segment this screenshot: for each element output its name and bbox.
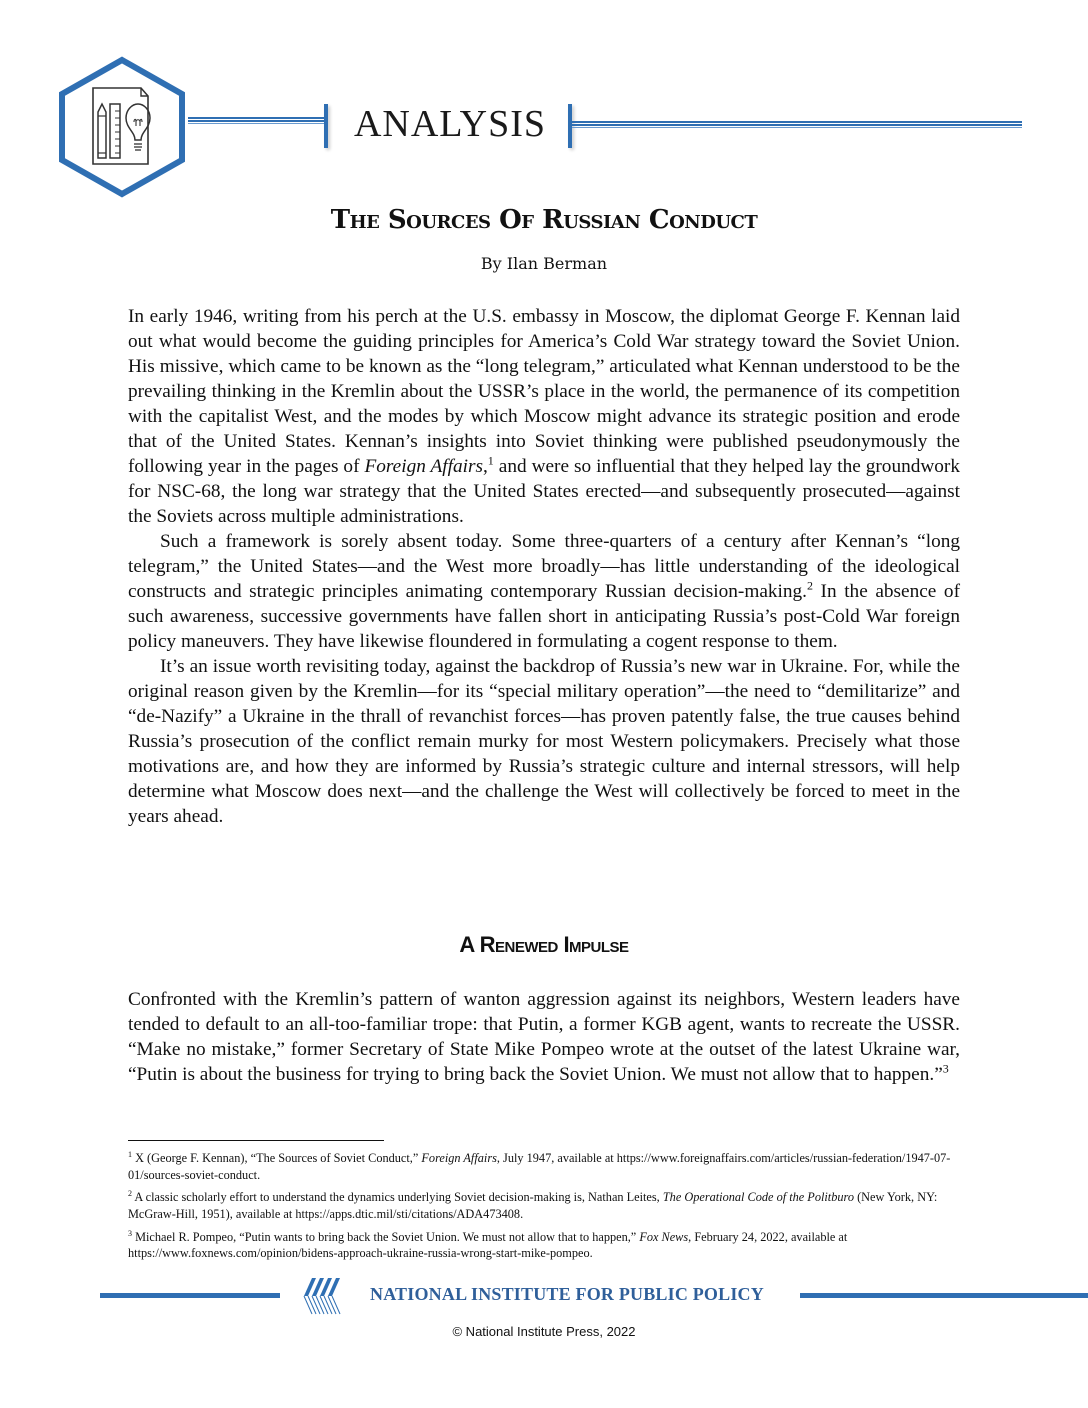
section-heading: A Renewed Impulse [459,932,629,957]
header-rule-left [188,117,328,125]
organization-name: NATIONAL INSTITUTE FOR PUBLIC POLICY [370,1284,764,1304]
footnote-link[interactable]: (New York, NY: McGraw-Hill, 1951), available at https://apps.dtic.mil/sti/citations/ADA473408. [128,1190,938,1221]
article-byline: By Ilan Berman [480,254,608,273]
section-label: ANALYSIS [353,103,547,145]
footnote-3: $^3$ Michael R. Pompeo, “Putin wants to bring back the Soviet Union. We must not allow that to happen,” Fox News, February 24, 2022, available at https://www.foxnews.com/opinion/bidens-approach-ukraine-russia-wrong-start-mike-pompeo. [128,1228,848,1261]
nipp-striped-logo-icon [300,1276,348,1316]
article-body-section [128,987,960,1087]
footer-rule-left [100,1293,280,1298]
paragraph: In early 1946, writing from his perch at the U.S. embassy in Moscow, the diplomat George F. Kennan laid out what would become the guiding principles for America’s Cold War strategy toward the Soviet Union. His missive, which came to be known as the “long telegram,” articulated what Kennan understood to be the prevailing thinking in the Kremlin about the USSR’s place in the world, the permanence of its competition with the capitalist West, and the modes by which Moscow might advance its strategic position and erode that of the United States. Kennan’s insights into Soviet thinking were published pseudonymously the following year in the pages of Foreign Affairs,$^1$ and were so influential that they helped lay the groundwork for NSC-68, the long war strategy that the United States erected—and subsequently prosecuted—against the Soviets across multiple administrations. [128,306,960,527]
footnote-ref[interactable]: 3 [942,1061,949,1076]
paragraph: Confronted with the Kremlin’s pattern of wanton aggression against its neighbors, Western leaders have tended to default to an all-too-familiar trope: that Putin, a former KGB agent, wants to recreate the USSR. “Make no mistake,” former Secretary of State Mike Pompeo wrote at the outset of the latest Ukraine war, “Putin is about the business for trying to bring back the Soviet Union. We must not allow that to happen.”$^3$ [128,989,960,1085]
footnotes [128,1147,978,1265]
footnote-1: $^1$ X (George F. Kennan), “The Sources of Soviet Conduct,” Foreign Affairs, July 1947, available at https://www.foreignaffairs.com/articles/russian-federation/1947-07-01/sources-soviet-conduct. [128,1150,951,1182]
paragraph: It’s an issue worth revisiting today, against the backdrop of Russia’s new war in Ukraine. For, while the original reason given by the Kremlin—for its “special military operation”—the need to “demilitarize” and “de-Nazify” a Ukraine in the thrall of revanchist forces—has proven patently false, the true causes behind Russia’s prosecution of the conflict remain murky for most Western policymakers. Precisely what those motivations are, and how they are informed by Russia’s strategic culture and internal stressors, will help determine what Moscow does next—and the challenge the West will collectively be forced to meet in the years ahead. [128,656,960,827]
footnote-link[interactable]: , July 1947, available at https://www.foreignaffairs.com/articles/russian-federation/1947-07-01/sources-soviet-conduct. [128,1151,951,1182]
analysis-hexagon-logo [56,56,188,198]
footer-rule-right [800,1293,1088,1298]
header-bar-left [324,104,328,148]
article-body-intro [128,304,960,829]
copyright-notice: © National Institute Press, 2022 [452,1324,636,1339]
document-pencil-ruler-lightbulb-icon [56,56,188,198]
footnote-link[interactable]: , February 24, 2022, available at https://www.foxnews.com/opinion/bidens-approach-ukraine-russia-wrong-start-mike-pompeo. [128,1229,848,1261]
paragraph: Such a framework is sorely absent today. Some three-quarters of a century after Kennan’s “long telegram,” the United States—and the West more broadly—has little understanding of the ideological constructs and strategic principles animating contemporary Russian decision-making.$^2$ In the absence of such awareness, successive governments have fallen short in anticipating Russia’s post-Cold War foreign policy maneuvers. They have likewise floundered in formulating a cogent response to them. [128,531,960,652]
header-rule-right [572,121,1022,129]
footnote-ref[interactable]: 2 [806,578,813,593]
article-title: The Sources Of Russian Conduct [330,205,758,235]
footnote-2: $^2$ A classic scholarly effort to understand the dynamics underlying Soviet decision-making is, Nathan Leites, The Operational Code of the Politburo (New York, NY: McGraw-Hill, 1951), available at https://apps.dtic.mil/sti/citations/ADA473408. [128,1189,938,1221]
publication-name: Foreign Affairs [364,456,483,477]
footnote-divider [128,1140,384,1141]
footnote-ref[interactable]: 1 [487,453,494,468]
